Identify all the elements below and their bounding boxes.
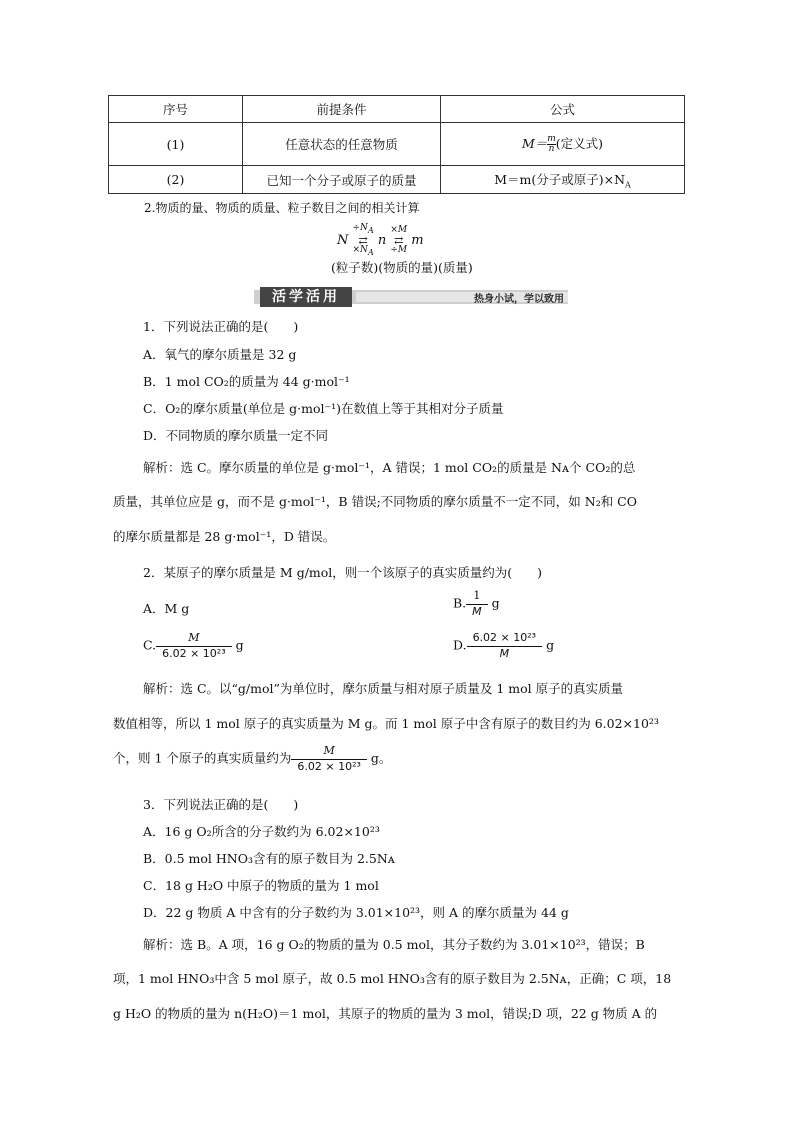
arrow2-bottom-label: ÷M (390, 244, 408, 255)
table-header-condition: 前提条件 (243, 96, 441, 123)
table-row (109, 166, 685, 194)
table-cell-no: (2) (109, 166, 243, 194)
q1-option-d: D．不同物质的摩尔质量一定不同 (143, 428, 329, 443)
formula-numerator: m (547, 134, 556, 144)
arrow-n-m (390, 226, 407, 255)
q2-option-b (453, 590, 500, 618)
table-row (109, 123, 685, 166)
table-cell-formula (441, 123, 685, 166)
q3-option-d: D．22 g 物质 A 中含有的分子数约为 3.01×10²³，则 A 的摩尔质量为 44 g (143, 905, 569, 920)
table-cell-condition: 已知一个分子或原子的质量 (243, 166, 441, 194)
q3-analysis-line1: 解析：选 B。A 项，16 g O₂的物质的量为 0.5 mol，其分子数约为 3.01×10²³，错误；B (143, 937, 645, 952)
q2-option-c-prefix: C. (143, 637, 157, 653)
symbol-n: n (377, 232, 387, 248)
q1-analysis-line1: 解析：选 C。摩尔质量的单位是 g·mol⁻¹，A 错误；1 mol CO₂的质量是 Nᴀ个 CO₂的总 (143, 460, 636, 475)
q2-option-d-unit: g (546, 637, 555, 653)
table-cell-formula (441, 166, 685, 194)
arrow1-bottom-sub: A (367, 247, 374, 257)
q1-option-b: B．1 mol CO₂的质量为 44 g·mol⁻¹ (143, 374, 350, 389)
section-2-title: 2.物质的量、物质的质量、粒子数目之间的相关计算 (144, 201, 420, 215)
q2-analysis-fraction (291, 745, 367, 773)
formula-table (108, 95, 685, 194)
q2-option-d-numerator: 6.02 × 10²³ (472, 631, 537, 644)
q2-stem: 2．某原子的摩尔质量是 M g/mol，则一个该原子的真实质量约为( ) (143, 565, 543, 580)
formula-rhs: (定义式) (555, 136, 604, 151)
formula-fraction (547, 135, 556, 154)
table-header-formula: 公式 (441, 96, 685, 123)
table-cell-condition: 任意状态的任意物质 (243, 123, 441, 166)
arrow-N-n (353, 224, 374, 257)
table-header-no: 序号 (109, 96, 243, 123)
q2-option-b-numerator: 1 (473, 589, 481, 602)
conversion-diagram (337, 224, 424, 257)
q1-option-c: C．O₂的摩尔质量(单位是 g·mol⁻¹)在数值上等于其相对分子质量 (143, 401, 504, 416)
q2-option-a: A．M g (143, 601, 190, 616)
section-2-labels: (粒子数)(物质的量)(质量) (331, 260, 473, 275)
q2-option-b-denominator: M (466, 604, 488, 619)
symbol-N: N (337, 232, 349, 248)
arrow1-top-label: ÷N (352, 223, 368, 233)
q2-analysis-line3-end: g。 (370, 750, 392, 766)
q2-option-d-fraction (467, 632, 543, 660)
q2-option-c (143, 632, 244, 660)
q3-option-a: A．16 g O₂所含的分子数约为 6.02×10²³ (143, 824, 380, 839)
arrow2-top-label: ×M (390, 224, 408, 235)
formula-text: M＝m(分子或原子)×N (494, 171, 626, 187)
q2-analysis-denominator: 6.02 × 10²³ (291, 759, 367, 774)
q2-option-d (453, 632, 554, 660)
q3-option-b: B．0.5 mol HNO₃含有的原子数目为 2.5Nᴀ (143, 851, 395, 866)
banner-slogan: 热身小试，学以致用 (474, 294, 564, 305)
arrow1-top-sub: A (367, 225, 374, 235)
formula-lhs: M＝ (521, 136, 548, 151)
q2-option-b-fraction (466, 590, 488, 618)
q2-option-c-numerator: M (188, 631, 200, 644)
q3-stem: 3．下列说法正确的是( ) (143, 797, 299, 812)
q2-analysis-line1: 解析：选 C。以“g/mol”为单位时，摩尔质量与相对原子质量及 1 mol 原子的真实质量 (143, 681, 624, 696)
q2-analysis-numerator: M (323, 744, 335, 757)
q2-analysis-line3-text: 个，则 1 个原子的真实质量约为 (113, 750, 292, 766)
q1-stem: 1．下列说法正确的是( ) (143, 319, 299, 334)
q2-analysis-line2: 数值相等，所以 1 mol 原子的真实质量为 M g。而 1 mol 原子中含有原子的数目约为 6.02×10²³ (113, 716, 659, 731)
q2-analysis-line3 (113, 745, 391, 773)
banner (254, 287, 568, 307)
table-cell-no: (1) (109, 123, 243, 166)
q2-option-d-denominator: M (467, 646, 543, 661)
q3-analysis-line2: 项，1 mol HNO₃中含 5 mol 原子，故 0.5 mol HNO₃含有的原子数目为 2.5Nᴀ，正确；C 项，18 (113, 971, 672, 986)
formula-sub: A (625, 180, 631, 190)
formula-denominator: n (548, 144, 555, 154)
q1-analysis-line3: 的摩尔质量都是 28 g·mol⁻¹，D 错误。 (113, 529, 336, 544)
q3-analysis-line3: g H₂O 的物质的量为 n(H₂O)＝1 mol，其原子的物质的量为 3 mol，错误;D 项，22 g 物质 A 的 (113, 1006, 658, 1021)
double-arrow-icon: ⇄ (358, 233, 368, 247)
double-arrow-icon: ⇄ (394, 233, 404, 247)
q3-option-c: C．18 g H₂O 中原子的物质的量为 1 mol (143, 878, 379, 893)
banner-tag: 活学活用 (260, 287, 352, 307)
symbol-m: m (411, 232, 424, 248)
q2-option-c-denominator: 6.02 × 10²³ (156, 646, 232, 661)
q1-option-a: A．氧气的摩尔质量是 32 g (143, 347, 297, 362)
q2-option-c-fraction (156, 632, 232, 660)
q2-option-d-prefix: D. (453, 637, 467, 653)
q1-analysis-line2: 质量，其单位应是 g，而不是 g·mol⁻¹，B 错误;不同物质的摩尔质量不一定不同，如 N₂和 CO (113, 494, 637, 509)
q2-option-c-unit: g (235, 637, 244, 653)
arrow1-bottom-label: ×N (352, 244, 368, 255)
q2-option-b-prefix: B. (453, 595, 467, 611)
q2-option-b-unit: g (491, 595, 500, 611)
